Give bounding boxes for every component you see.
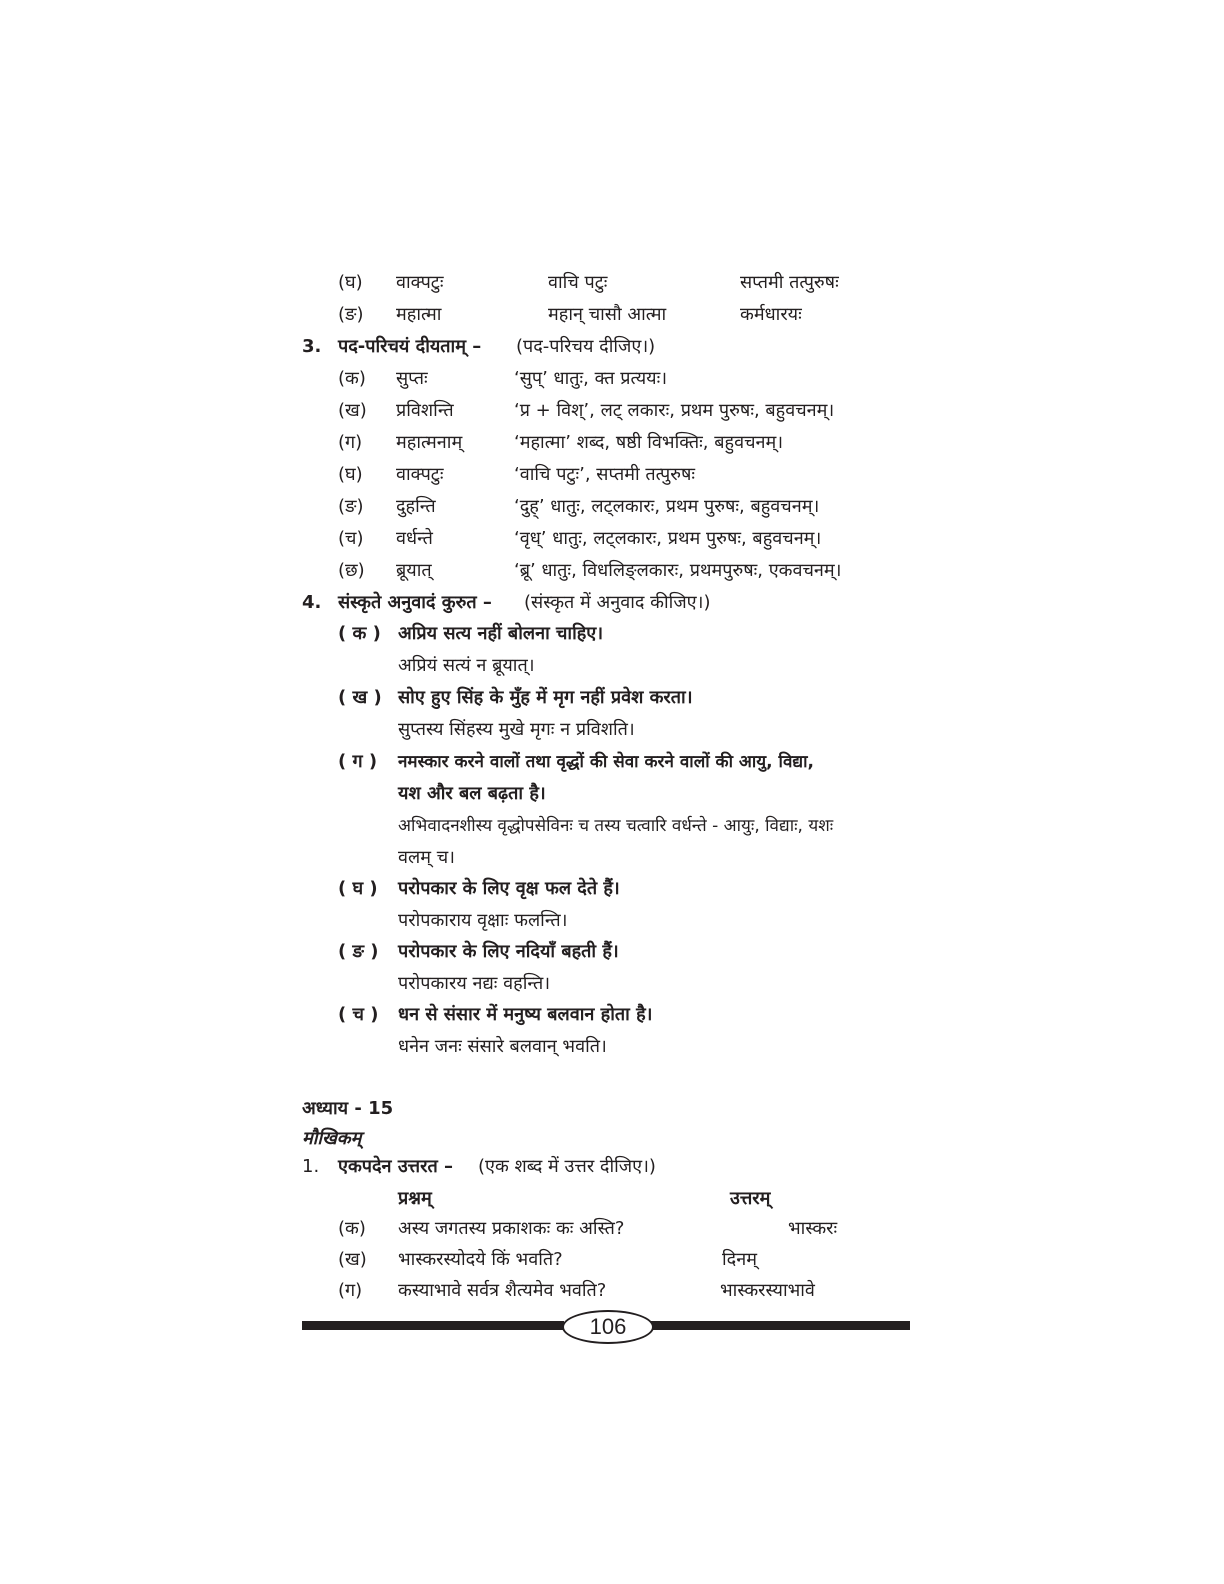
row-label: (ङ) (338, 304, 364, 325)
item-answer: परोपकाराय वृक्षाः फलन्ति। (398, 910, 568, 931)
item-answer: धनेन जनः संसारे बलवान् भवति। (398, 1036, 607, 1057)
item-label: ( ग ) (338, 751, 378, 772)
row-label: (घ) (338, 272, 363, 293)
row-question: अस्य जगतस्य प्रकाशकः कः अस्ति? (398, 1218, 625, 1239)
pada-description: ‘वृध्’ धातुः, लट्लकारः, प्रथम पुरुषः, बहुवचनम्। (514, 528, 822, 549)
samasa-word: वाक्पटुः (396, 272, 444, 293)
pada-word: ब्रूयात् (396, 560, 432, 581)
samasa-word: महात्मा (396, 304, 442, 325)
page-number: 106 (562, 1310, 654, 1344)
row-label: (घ) (338, 464, 363, 485)
pada-description: ‘सुप्’ धातुः, क्त प्रत्ययः। (514, 368, 668, 389)
pada-description: ‘ब्रू’ धातुः, विधलिङ्लकारः, प्रथमपुरुषः, एकवचनम्। (514, 560, 842, 581)
samasa-type: सप्तमी तत्पुरुषः (740, 272, 839, 293)
row-label: (क) (338, 368, 366, 389)
item-question: परोपकार के लिए वृक्ष फल देते हैं। (398, 878, 620, 899)
item-question: अप्रिय सत्य नहीं बोलना चाहिए। (398, 623, 604, 644)
item-answer: वलम् च। (398, 847, 455, 868)
row-answer: दिनम् (722, 1249, 757, 1270)
item-question: परोपकार के लिए नदियाँ बहती हैं। (398, 941, 619, 962)
question-hint: (संस्कृत में अनुवाद कीजिए।) (524, 592, 711, 613)
item-label: ( च ) (338, 1004, 379, 1025)
item-label: ( ख ) (338, 687, 382, 708)
question-title: एकपदेन उत्तरत – (338, 1156, 454, 1177)
pada-word: वर्धन्ते (396, 528, 433, 549)
item-question: नमस्कार करने वालों तथा वृद्धों की सेवा करने वालों की आयु, विद्या, (398, 752, 814, 772)
chapter-heading: अध्याय - 15 (302, 1098, 394, 1119)
pada-description: ‘दुह्’ धातुः, लट्लकारः, प्रथम पुरुषः, बहुवचनम्। (514, 496, 820, 517)
row-label: (ग) (338, 432, 363, 453)
item-question: यश और बल बढ़ता है। (398, 783, 546, 804)
pada-word: महात्मनाम् (396, 432, 463, 453)
question-hint: (पद-परिचय दीजिए।) (516, 336, 656, 357)
item-answer: परोपकारय नद्यः वहन्ति। (398, 973, 551, 994)
question-number: 3. (302, 336, 322, 357)
question-hint: (एक शब्द में उत्तर दीजिए।) (478, 1156, 656, 1177)
column-header-question: प्रश्नम् (398, 1188, 432, 1209)
chapter-subheading: मौखिकम् (302, 1128, 362, 1149)
row-label: (छ) (338, 560, 365, 581)
footer-rule-right (648, 1321, 910, 1330)
column-header-answer: उत्तरम् (730, 1188, 771, 1209)
pada-word: वाक्पटुः (396, 464, 444, 485)
item-answer: सुप्तस्य सिंहस्य मुखे मृगः न प्रविशति। (398, 719, 635, 740)
row-label: (ङ) (338, 496, 364, 517)
question-title: संस्कृते अनुवादं कुरुत – (338, 592, 492, 613)
item-label: ( क ) (338, 623, 381, 644)
samasa-vigraha: वाचि पटुः (548, 272, 608, 293)
question-title: पद-परिचयं दीयताम् – (338, 336, 482, 357)
pada-word: दुहन्ति (396, 496, 436, 517)
row-answer: भास्करस्याभावे (720, 1280, 815, 1301)
question-number: 4. (302, 592, 322, 613)
item-label: ( ङ ) (338, 941, 379, 962)
row-label: (क) (338, 1218, 366, 1239)
pada-description: ‘प्र + विश्’, लट् लकारः, प्रथम पुरुषः, बहुवचनम्। (514, 400, 835, 421)
pada-description: ‘महात्मा’ शब्द, षष्ठी विभक्तिः, बहुवचनम्। (514, 432, 784, 453)
item-question: सोए हुए सिंह के मुँह में मृग नहीं प्रवेश करता। (398, 687, 693, 708)
footer-rule-left (302, 1321, 564, 1330)
row-label: (ख) (338, 400, 367, 421)
pada-word: प्रविशन्ति (396, 400, 454, 421)
row-label: (ग) (338, 1280, 363, 1301)
item-question: धन से संसार में मनुष्य बलवान होता है। (398, 1004, 653, 1025)
item-answer: अप्रियं सत्यं न ब्रूयात्। (398, 655, 535, 676)
samasa-type: कर्मधारयः (740, 304, 802, 325)
samasa-vigraha: महान् चासौ आत्मा (548, 304, 667, 325)
row-question: कस्याभावे सर्वत्र शैत्यमेव भवति? (398, 1280, 607, 1301)
pada-word: सुप्तः (396, 368, 428, 389)
item-label: ( घ ) (338, 878, 378, 899)
row-label: (ख) (338, 1249, 367, 1270)
pada-description: ‘वाचि पटुः’, सप्तमी तत्पुरुषः (514, 464, 696, 485)
item-answer: अभिवादनशीस्य वृद्धोपसेविनः च तस्य चत्वारि वर्धन्ते - आयुः, विद्याः, यशः (398, 816, 834, 836)
row-question: भास्करस्योदये किं भवति? (398, 1249, 563, 1270)
row-answer: भास्करः (788, 1218, 838, 1239)
row-label: (च) (338, 528, 364, 549)
question-number: 1. (302, 1156, 320, 1177)
